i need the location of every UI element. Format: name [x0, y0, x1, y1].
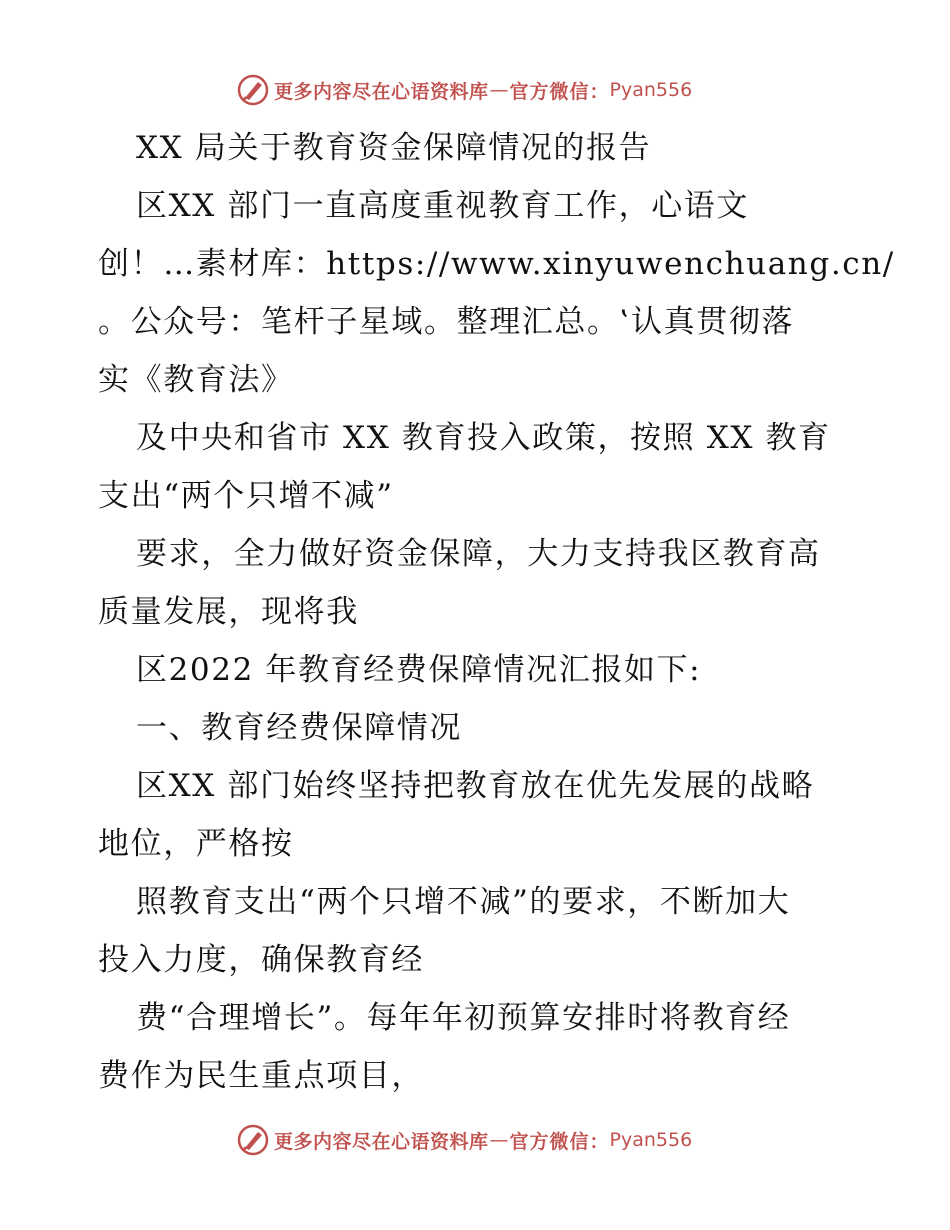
watermark-wechat-id: Pyan556: [609, 1129, 693, 1151]
watermark-official-label: 官方微信：: [509, 1130, 610, 1153]
section-heading: 一、教育经费保障情况: [136, 710, 462, 746]
paragraph-line: 创！…素材库：https://www.xinyuwenchuang.cn/: [98, 246, 895, 282]
paragraph-line: 照教育支出“两个只增不减”的要求，不断加大: [136, 884, 791, 920]
watermark-wechat-id: Pyan556: [609, 79, 693, 101]
watermark-banner-top: [236, 72, 692, 108]
quill-pen-logo-icon: [236, 73, 270, 107]
paragraph-line: 实《教育法》: [98, 362, 294, 398]
watermark-dash: —: [489, 79, 509, 101]
watermark-official-label: 官方微信：: [509, 80, 610, 103]
watermark-banner-bottom: [236, 1122, 692, 1158]
paragraph-line: 区2022 年教育经费保障情况汇报如下:: [136, 652, 702, 688]
paragraph-line: 。公众号：笔杆子星域。整理汇总。‛认真贯彻落: [98, 304, 795, 340]
watermark-dash: —: [489, 1129, 509, 1151]
paragraph-line: 质量发展，现将我: [98, 594, 359, 630]
quill-pen-logo-icon: [236, 1123, 270, 1157]
paragraph-line: 投入力度，确保教育经: [98, 942, 424, 978]
watermark-site-text: 更多内容尽在心语资料库: [274, 80, 489, 103]
watermark-site-text: 更多内容尽在心语资料库: [274, 1130, 489, 1153]
paragraph-line: 及中央和省市 XX 教育投入政策，按照 XX 教育: [136, 420, 831, 456]
paragraph-line: 费“合理增长”。每年年初预算安排时将教育经: [136, 1000, 791, 1036]
paragraph-line: 地位，严格按: [98, 826, 294, 862]
paragraph-line: 要求，全力做好资金保障，大力支持我区教育高: [136, 536, 821, 572]
paragraph-line: 支出“两个只增不减”: [98, 478, 394, 514]
paragraph-line: 区XX 部门始终坚持把教育放在优先发展的战略: [136, 768, 815, 804]
paragraph-line: 区XX 部门一直高度重视教育工作，心语文: [136, 188, 749, 224]
document-title: XX 局关于教育资金保障情况的报告: [136, 130, 652, 166]
paragraph-line: 费作为民生重点项目，: [98, 1058, 424, 1094]
